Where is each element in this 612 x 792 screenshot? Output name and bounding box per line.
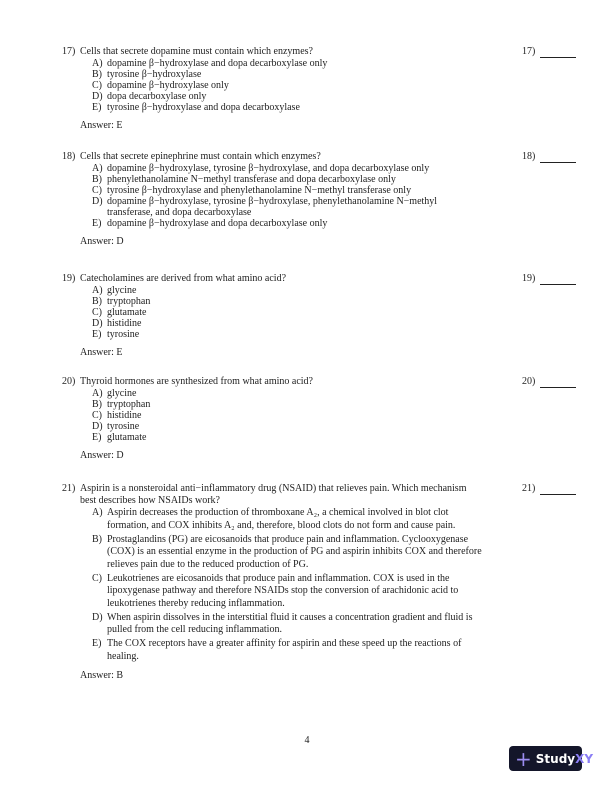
option-text: Prostaglandins (PG) are eicosanoids that produce pain and inflammation. Cyclooxygenase: [107, 533, 469, 545]
answer-blank[interactable]: [540, 376, 576, 388]
option-text: healing.: [107, 650, 139, 662]
question-stem: best describes how NSAIDs work?: [80, 495, 220, 506]
answer-option: [92, 307, 532, 318]
answer-blank[interactable]: [540, 483, 576, 495]
answer-option: [92, 91, 532, 102]
answer-option: [92, 163, 532, 174]
option-text: tyrosine β−hydroxylase: [107, 69, 202, 80]
answer-option: [92, 534, 532, 572]
option-letter: B): [92, 69, 102, 80]
option-text: glycine: [107, 285, 137, 296]
option-letter: E): [92, 102, 102, 113]
option-letter: D): [92, 318, 103, 329]
logo-text-xy: XY: [575, 751, 594, 766]
option-letter: D): [92, 91, 103, 102]
option-text: Leukotrienes are eicosanoids that produce pain and inflammation. COX is used in the: [107, 572, 450, 584]
option-letter: B): [92, 399, 102, 410]
option-text: glycine: [107, 388, 137, 399]
option-letter: A): [92, 507, 103, 518]
option-text: tyrosine β−hydroxylase and phenylethanolamine N−methyl transferase only: [107, 185, 412, 196]
margin-question-number: 18): [522, 151, 536, 162]
answer-option: [92, 399, 532, 410]
question-stem: Cells that secrete dopamine must contain which enzymes?: [80, 46, 313, 57]
question-number: 20): [62, 376, 76, 387]
option-text: glutamate: [107, 307, 147, 318]
answer-key: Answer: E: [80, 347, 123, 358]
option-text: Aspirin decreases the production of thromboxane A₂, a chemical involved in blot clot: [107, 507, 449, 518]
answer-option: [92, 573, 532, 611]
option-text: lipoxygenase pathway and therefore NSAIDs stop the conversion of arachidonic acid to: [107, 585, 459, 596]
option-text: dopamine β−hydroxylase only: [107, 80, 229, 91]
option-text: dopamine β−hydroxylase, tyrosine β−hydroxylase, phenylethanolamine N−methyl: [107, 196, 438, 207]
answer-option: [92, 218, 532, 229]
option-text: formation, and COX inhibits A₂ and, therefore, blood clots do not form and cause pain.: [107, 519, 456, 531]
option-letter: D): [92, 421, 103, 432]
answer-option: [92, 318, 532, 329]
option-letter: E): [92, 218, 102, 229]
question-number: 18): [62, 151, 76, 162]
option-letter: E): [92, 638, 102, 649]
answer-option: [92, 638, 532, 663]
question-stem: Cells that secrete epinephrine must contain which enzymes?: [80, 151, 321, 162]
question-number: 19): [62, 273, 76, 284]
option-text: histidine: [107, 410, 142, 421]
option-letter: A): [92, 58, 103, 69]
question-17: [62, 46, 532, 132]
question-20: [62, 376, 532, 462]
margin-question-number: 19): [522, 273, 536, 284]
answer-option: [92, 329, 532, 340]
question-number: 17): [62, 46, 76, 57]
answer-key: Answer: D: [80, 236, 124, 247]
question-18: [62, 151, 532, 248]
option-text: tyrosine: [107, 421, 140, 432]
answer-option: [92, 58, 532, 69]
answer-option: [92, 296, 532, 307]
option-letter: B): [92, 533, 102, 545]
page-number: 4: [304, 735, 310, 746]
answer-option: [92, 285, 532, 296]
answer-blank[interactable]: [540, 46, 576, 58]
answer-option: [92, 185, 532, 196]
margin-question-number: 17): [522, 46, 536, 57]
option-text: tyrosine β−hydroxylase and dopa decarboxylase: [107, 102, 300, 113]
option-letter: D): [92, 611, 103, 623]
margin-question-number: 21): [522, 483, 536, 494]
option-text: phenylethanolamine N−methyl transferase and dopa decarboxylase only: [107, 174, 396, 185]
margin-question-number: 20): [522, 376, 536, 387]
question-19: [62, 273, 532, 359]
answer-option: [92, 69, 532, 80]
answer-option: [92, 421, 532, 432]
answer-blank[interactable]: [540, 151, 576, 163]
option-text: dopamine β−hydroxylase, tyrosine β−hydroxylase, and dopa decarboxylase only: [107, 163, 430, 174]
answer-option: [92, 507, 532, 532]
option-letter: A): [92, 285, 103, 296]
option-letter: D): [92, 196, 103, 207]
logo-text-study: Study: [535, 751, 576, 766]
option-text: dopamine β−hydroxylase and dopa decarboxylase only: [107, 58, 328, 69]
studyxy-logo[interactable]: [509, 746, 594, 771]
option-letter: A): [92, 388, 103, 399]
answer-option: [92, 80, 532, 91]
option-text: tryptophan: [107, 296, 151, 307]
option-text: dopa decarboxylase only: [107, 91, 207, 102]
option-letter: C): [92, 307, 102, 318]
option-text: leukotrienes thereby reducing inflammation.: [107, 597, 285, 609]
question-number: 21): [62, 483, 76, 494]
question-stem: Catecholamines are derived from what amino acid?: [80, 273, 287, 284]
option-letter: B): [92, 296, 102, 307]
option-text: glutamate: [107, 432, 147, 443]
answer-option: [92, 196, 532, 218]
option-text: pulled from the cell reducing inflammation.: [107, 624, 282, 635]
option-letter: C): [92, 185, 102, 196]
option-letter: A): [92, 163, 103, 174]
answer-option: [92, 432, 532, 443]
answer-option: [92, 410, 532, 421]
option-letter: E): [92, 432, 102, 443]
option-letter: C): [92, 80, 102, 91]
answer-option: [92, 174, 532, 185]
question-21: [62, 483, 532, 682]
option-text: histidine: [107, 318, 142, 329]
answer-option: [92, 612, 532, 637]
option-text: (COX) is an essential enzyme in the production of PG and aspirin inhibits COX and therefore: [107, 546, 482, 557]
option-text: relieves pain due to the reduced production of PG.: [107, 558, 309, 570]
answer-option: [92, 388, 532, 399]
option-text: tryptophan: [107, 399, 151, 410]
answer-option: [92, 102, 532, 113]
option-text: tyrosine: [107, 329, 140, 340]
option-text: When aspirin dissolves in the interstitial fluid it causes a concentration gradient and fluid is: [107, 611, 473, 623]
option-letter: C): [92, 410, 102, 421]
option-text: transferase, and dopa decarboxylase: [107, 207, 252, 218]
option-letter: B): [92, 174, 102, 185]
question-stem: Aspirin is a nonsteroidal anti−inflammatory drug (NSAID) that relieves pain. Which mechanism: [80, 483, 467, 494]
answer-key: Answer: D: [80, 450, 124, 461]
option-letter: E): [92, 329, 102, 340]
option-text: dopamine β−hydroxylase and dopa decarboxylase only: [107, 218, 328, 229]
option-text: The COX receptors have a greater affinity for aspirin and these speed up the reactions of: [107, 638, 462, 649]
option-letter: C): [92, 572, 102, 584]
answer-key: Answer: E: [80, 120, 123, 131]
answer-blank[interactable]: [540, 273, 576, 285]
question-stem: Thyroid hormones are synthesized from what amino acid?: [80, 376, 313, 387]
plus-icon: +: [515, 746, 532, 771]
answer-key: Answer: B: [80, 670, 124, 681]
